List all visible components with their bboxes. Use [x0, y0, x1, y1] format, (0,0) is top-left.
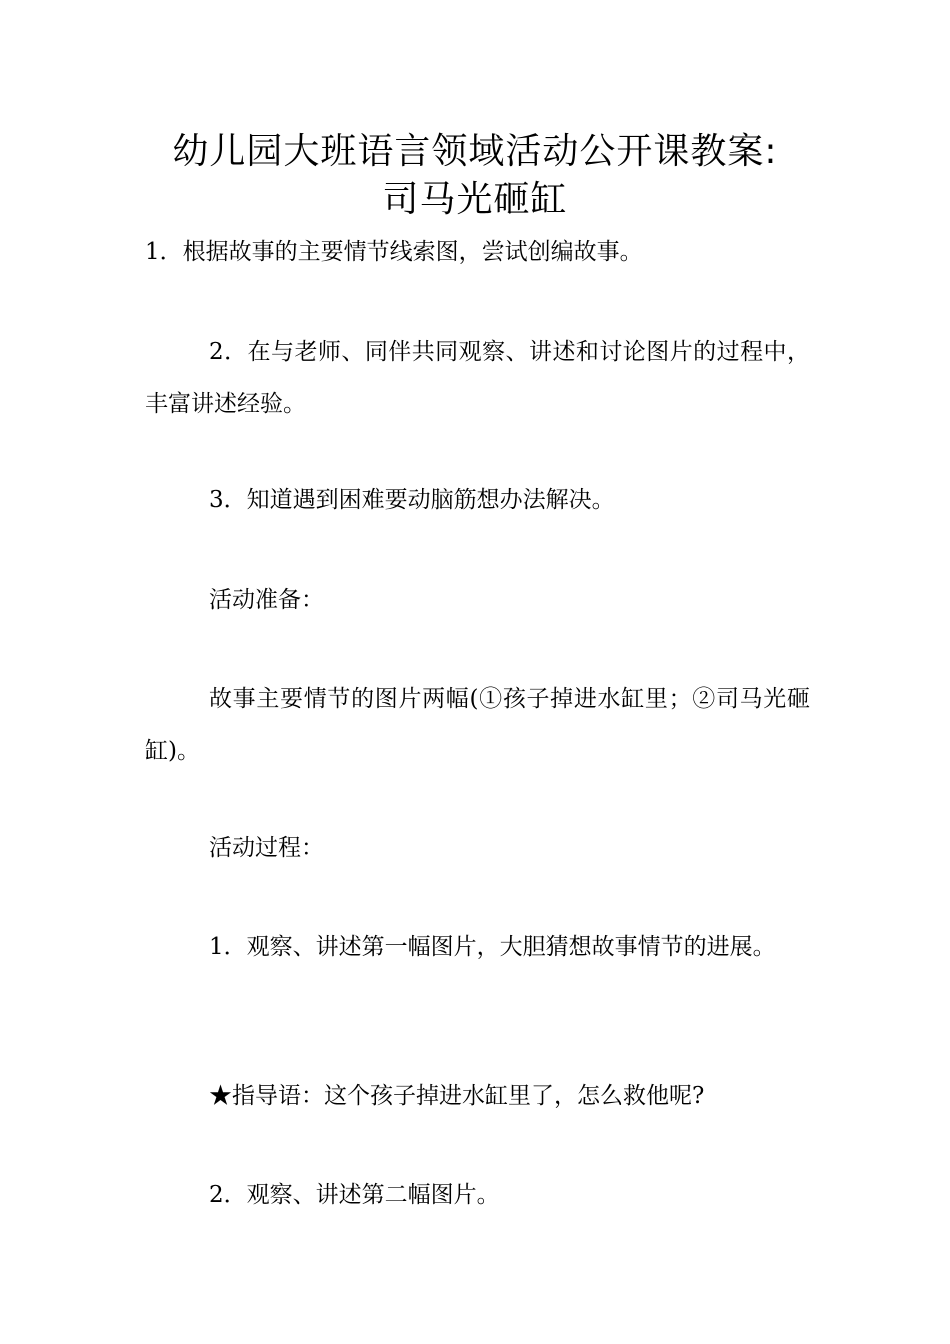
preparation-paragraph: 故事主要情节的图片两幅(①孩子掉进水缸里；②司马光砸缸)。	[145, 686, 810, 764]
document-title-line-1: 幼儿园大班语言领域活动公开课教案:	[172, 131, 778, 172]
process-step-2-paragraph: 2．观察、讲述第二幅图片。	[209, 1182, 500, 1208]
process-heading: 活动过程：	[209, 835, 324, 861]
objective-3-paragraph: 3．知道遇到困难要动脑筋想办法解决。	[209, 487, 615, 513]
objective-1-paragraph: 1．根据故事的主要情节线索图，尝试创编故事。	[145, 239, 643, 265]
guidance-paragraph: ★指导语：这个孩子掉进水缸里了，怎么救他呢?	[209, 1083, 705, 1109]
process-step-1-paragraph: 1．观察、讲述第一幅图片，大胆猜想故事情节的进展。	[209, 934, 776, 960]
document-title-line-2: 司马光砸缸	[382, 179, 568, 220]
objective-2-paragraph: 2．在与老师、同伴共同观察、讲述和讨论图片的过程中，丰富讲述经验。	[145, 339, 810, 417]
preparation-heading: 活动准备：	[209, 587, 324, 613]
